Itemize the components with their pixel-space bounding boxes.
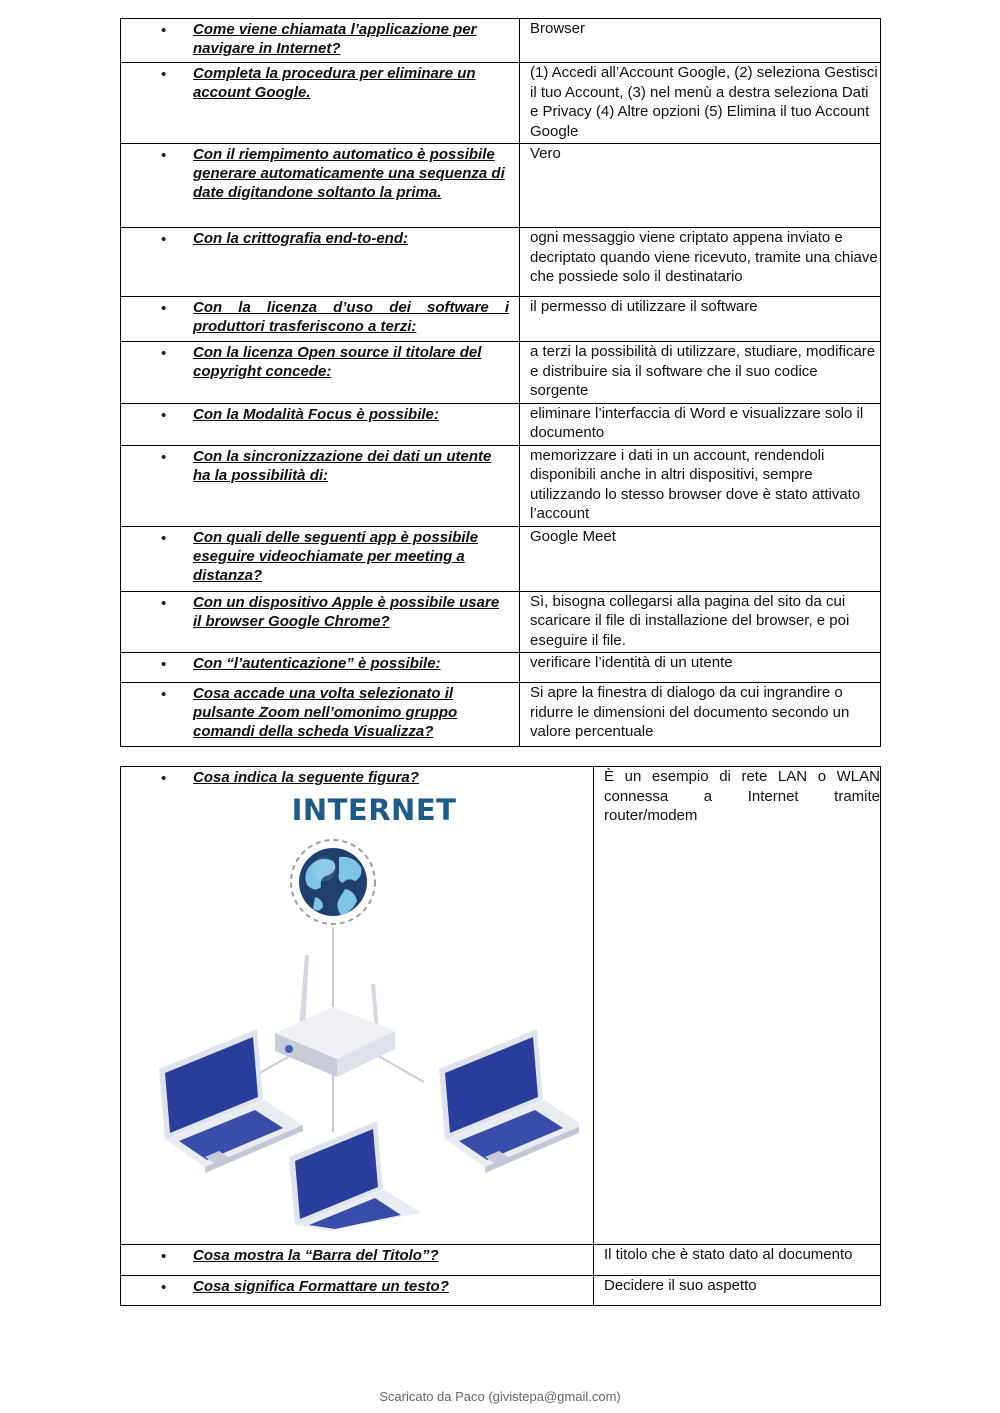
question-text: Con la licenza d’uso dei software i produttori trasferiscono a terzi: [193,299,509,335]
qa-table-1 [120,18,881,747]
answer-text: Si apre la finestra di dialogo da cui ingrandire o ridurre le dimensioni del documento secondo un valore percentuale [520,683,881,747]
bullet: • [161,448,167,466]
bullet: • [161,406,167,424]
answer-text: Browser [520,19,881,63]
bullet: • [161,22,167,39]
table-row [121,19,881,63]
bullet: • [161,686,167,703]
answer-text [594,767,881,1245]
question-text: Come viene chiamata l’applicazione per navigare in Internet? [193,21,477,57]
question-text: Con la sincronizzazione dei dati un utente ha la possibilità di: [193,447,492,484]
answer-text: memorizzare i dati in un account, rendendoli disponibili anche in altri dispositivi, sempre utilizzando lo stesso browser dove è stato attivato l’account [520,445,881,526]
qa-table-2 [120,766,881,1306]
bullet: • [161,770,167,787]
table-row [121,591,881,653]
answer-text: Google Meet [520,526,881,591]
bullet: • [161,594,167,612]
bullet: • [161,345,167,362]
table-row [121,767,881,1245]
answer-text: eliminare l’interfaccia di Word e visualizzare solo il documento [520,403,881,445]
answer-text: ogni messaggio viene criptato appena inviato e decriptato quando viene ricevuto, tramite una chiave che possiede solo il destinatario [520,228,881,297]
question-text: Con “l’autenticazione” è possibile: [193,655,441,672]
bullet: • [161,66,167,83]
table-row [121,403,881,445]
question-text: Cosa indica la seguente figura? [193,769,419,786]
question-text: Con il riempimento automatico è possibile generare automaticamente una sequenza di date digitandone soltanto la prima. [193,146,505,201]
table-row [121,526,881,591]
table-row [121,683,881,747]
question-text: Con un dispositivo Apple è possibile usare il browser Google Chrome? [193,593,500,630]
question-text: Completa la procedura per eliminare un account Google. [193,65,476,101]
answer-text: Il titolo che è stato dato al documento [594,1245,881,1276]
globe-icon [291,840,375,924]
table-row [121,144,881,228]
lan-diagram [149,827,579,1232]
question-text: Cosa mostra la “Barra del Titolo”? [193,1247,439,1264]
page-footer: Scaricato da Paco (givistepa@gmail.com) [379,1389,621,1404]
router-icon [275,955,395,1077]
question-text: Con la Modalità Focus è possibile: [193,405,439,423]
table-row [121,653,881,683]
question-text: Cosa significa Formattare un testo? [193,1278,449,1295]
bullet: • [161,147,167,164]
table-row [121,63,881,144]
figure-title: INTERNET [291,793,457,827]
bullet: • [161,1248,167,1265]
answer-text: Decidere il suo aspetto [594,1276,881,1306]
bullet: • [161,656,167,673]
question-text: Cosa accade una volta selezionato il pulsante Zoom nell’omonimo gruppo comandi della scheda Visualizza? [193,685,458,740]
answer-text-body: È un esempio di rete LAN o WLAN connessa a Internet tramite router/modem [604,768,880,824]
question-text: Con quali delle seguenti app è possibile eseguire videochiamate per meeting a distanza? [193,528,479,584]
table-row [121,297,881,342]
bullet: • [161,529,167,547]
bullet: • [161,300,167,317]
table-row [121,228,881,297]
laptop-icon [439,1029,579,1173]
answer-text: verificare l’identità di un utente [520,653,881,683]
laptop-icon [289,1121,421,1231]
table-row [121,1245,881,1276]
bullet: • [161,1279,167,1296]
network-figure [149,793,579,1233]
answer-text: Vero [520,144,881,228]
table-row [121,342,881,404]
table-row [121,445,881,526]
answer-text: a terzi la possibilità di utilizzare, studiare, modificare e distribuire sia il software che il suo codice sorgente [520,342,881,404]
question-text: Con la crittografia end-to-end: [193,230,408,247]
answer-text: Sì, bisogna collegarsi alla pagina del sito da cui scaricare il file di installazione del browser, e poi eseguire il file. [520,591,881,653]
question-text: Con la licenza Open source il titolare del copyright concede: [193,344,482,380]
bullet: • [161,231,167,248]
table-row [121,1276,881,1306]
answer-text: il permesso di utilizzare il software [520,297,881,342]
answer-text: (1) Accedi all’Account Google, (2) seleziona Gestisci il tuo Account, (3) nel menù a destra seleziona Dati e Privacy (4) Altre opzioni (5) Elimina il tuo Account Google [520,63,881,144]
